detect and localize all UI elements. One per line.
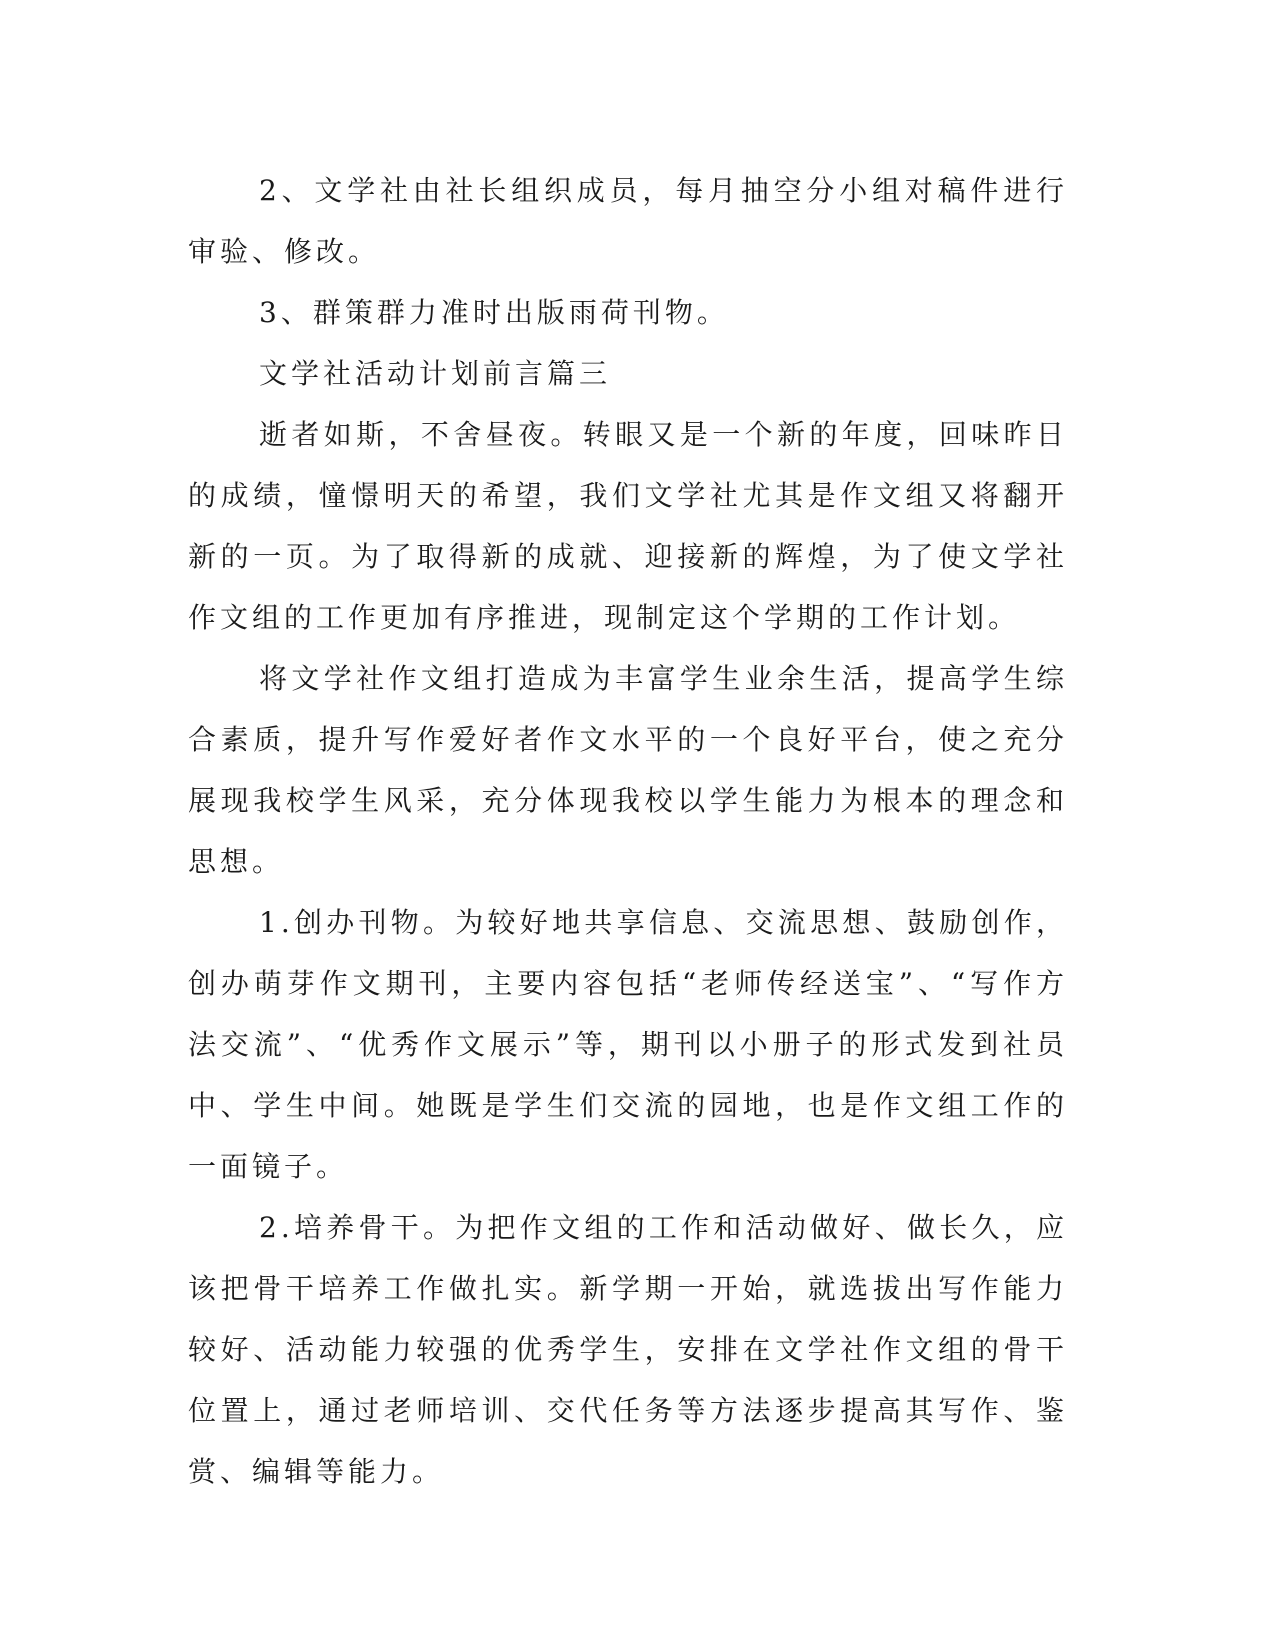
paragraph-publish-periodical: 3、群策群力准时出版雨荷刊物。 <box>259 296 729 329</box>
paragraph-goal: 将文学社作文组打造成为丰富学生业余生活，提高学生综合素质，提升写作爱好者作文水平的一个良好平台，使之充分展现我校学生风采，充分体现我校以学生能力为根本的理念和思想。 <box>188 662 1068 878</box>
paragraph-introduction: 逝者如斯，不舍昼夜。转眼又是一个新的年度，回味昨日的成绩，憧憬明天的希望，我们文学社尤其是作文组又将翻开新的一页。为了取得新的成就、迎接新的辉煌，为了使文学社作文组的工作更加有序推进，现制定这个学期的工作计划。 <box>188 418 1068 634</box>
paragraph-train-backbone: 2.培养骨干。为把作文组的工作和活动做好、做长久，应该把骨干培养工作做扎实。新学期一开始，就选拔出写作能力较好、活动能力较强的优秀学生，安排在文学社作文组的骨干位置上，通过老师培训、交代任务等方法逐步提高其写作、鉴赏、编辑等能力。 <box>188 1211 1068 1488</box>
document-body <box>188 160 1068 1502</box>
paragraph-create-periodical: 1.创办刊物。为较好地共享信息、交流思想、鼓励创作，创办萌芽作文期刊，主要内容包括“老师传经送宝”、“写作方法交流”、“优秀作文展示”等，期刊以小册子的形式发到社员中、学生中间。她既是学生们交流的园地，也是作文组工作的一面镜子。 <box>188 906 1068 1183</box>
paragraph-review-manuscripts: 2、文学社由社长组织成员，每月抽空分小组对稿件进行审验、修改。 <box>188 174 1068 268</box>
section-heading: 文学社活动计划前言篇三 <box>259 357 612 390</box>
